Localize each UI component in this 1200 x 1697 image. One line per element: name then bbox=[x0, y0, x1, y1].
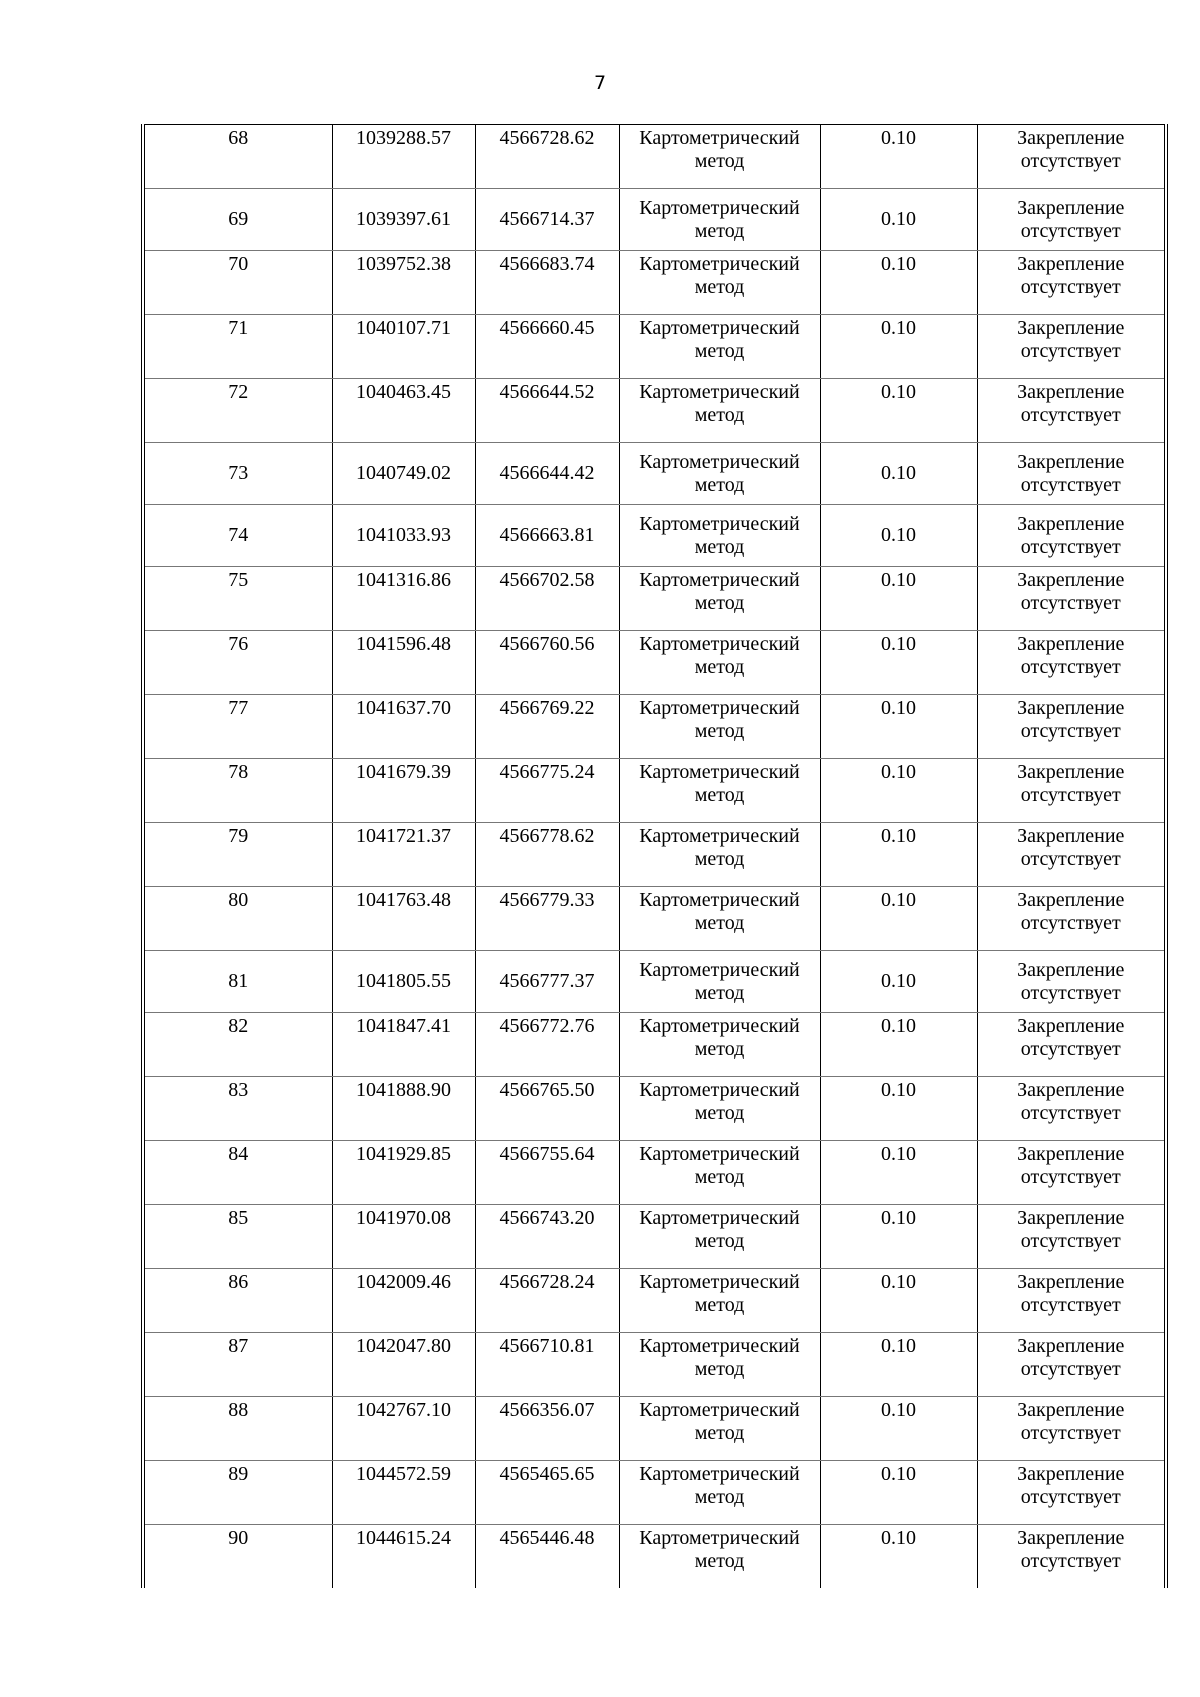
table-row bbox=[143, 189, 1166, 251]
table-row bbox=[143, 951, 1166, 1013]
point-number-cell: 75 bbox=[143, 567, 332, 631]
y-coordinate-cell: 4566743.20 bbox=[475, 1205, 619, 1269]
table-row bbox=[143, 1525, 1166, 1589]
fixation-cell: Закрепление отсутствует bbox=[977, 189, 1166, 251]
accuracy-cell: 0.10 bbox=[820, 695, 977, 759]
point-number-cell: 84 bbox=[143, 1141, 332, 1205]
accuracy-cell: 0.10 bbox=[820, 1333, 977, 1397]
table-row bbox=[143, 887, 1166, 951]
y-coordinate-cell: 4566769.22 bbox=[475, 695, 619, 759]
x-coordinate-cell: 1041888.90 bbox=[332, 1077, 475, 1141]
fixation-cell: Закрепление отсутствует bbox=[977, 1269, 1166, 1333]
fixation-cell: Закрепление отсутствует bbox=[977, 567, 1166, 631]
x-coordinate-cell: 1044572.59 bbox=[332, 1461, 475, 1525]
x-coordinate-cell: 1040749.02 bbox=[332, 443, 475, 505]
fixation-cell: Закрепление отсутствует bbox=[977, 951, 1166, 1013]
point-number-cell: 82 bbox=[143, 1013, 332, 1077]
y-coordinate-cell: 4566710.81 bbox=[475, 1333, 619, 1397]
x-coordinate-cell: 1039397.61 bbox=[332, 189, 475, 251]
accuracy-cell: 0.10 bbox=[820, 567, 977, 631]
method-cell: Картометрический метод bbox=[619, 251, 820, 315]
fixation-cell: Закрепление отсутствует bbox=[977, 631, 1166, 695]
fixation-cell: Закрепление отсутствует bbox=[977, 125, 1166, 189]
point-number-cell: 69 bbox=[143, 189, 332, 251]
method-cell: Картометрический метод bbox=[619, 315, 820, 379]
point-number-cell: 85 bbox=[143, 1205, 332, 1269]
method-cell: Картометрический метод bbox=[619, 443, 820, 505]
method-cell: Картометрический метод bbox=[619, 759, 820, 823]
table-row bbox=[143, 695, 1166, 759]
fixation-cell: Закрепление отсутствует bbox=[977, 1141, 1166, 1205]
y-coordinate-cell: 4566777.37 bbox=[475, 951, 619, 1013]
x-coordinate-cell: 1039288.57 bbox=[332, 125, 475, 189]
coordinates-table-container bbox=[141, 124, 1164, 1588]
fixation-cell: Закрепление отсутствует bbox=[977, 379, 1166, 443]
accuracy-cell: 0.10 bbox=[820, 189, 977, 251]
table-row bbox=[143, 251, 1166, 315]
x-coordinate-cell: 1041847.41 bbox=[332, 1013, 475, 1077]
accuracy-cell: 0.10 bbox=[820, 379, 977, 443]
table-row bbox=[143, 1205, 1166, 1269]
table-row bbox=[143, 1333, 1166, 1397]
point-number-cell: 81 bbox=[143, 951, 332, 1013]
x-coordinate-cell: 1041033.93 bbox=[332, 505, 475, 567]
y-coordinate-cell: 4566728.62 bbox=[475, 125, 619, 189]
y-coordinate-cell: 4566755.64 bbox=[475, 1141, 619, 1205]
method-cell: Картометрический метод bbox=[619, 823, 820, 887]
method-cell: Картометрический метод bbox=[619, 1077, 820, 1141]
table-row bbox=[143, 567, 1166, 631]
accuracy-cell: 0.10 bbox=[820, 1269, 977, 1333]
method-cell: Картометрический метод bbox=[619, 379, 820, 443]
fixation-cell: Закрепление отсутствует bbox=[977, 1013, 1166, 1077]
point-number-cell: 76 bbox=[143, 631, 332, 695]
method-cell: Картометрический метод bbox=[619, 125, 820, 189]
accuracy-cell: 0.10 bbox=[820, 823, 977, 887]
fixation-cell: Закрепление отсутствует bbox=[977, 887, 1166, 951]
x-coordinate-cell: 1042009.46 bbox=[332, 1269, 475, 1333]
method-cell: Картометрический метод bbox=[619, 1013, 820, 1077]
table-row bbox=[143, 443, 1166, 505]
accuracy-cell: 0.10 bbox=[820, 759, 977, 823]
table-row bbox=[143, 1077, 1166, 1141]
x-coordinate-cell: 1041596.48 bbox=[332, 631, 475, 695]
table-row bbox=[143, 823, 1166, 887]
x-coordinate-cell: 1039752.38 bbox=[332, 251, 475, 315]
y-coordinate-cell: 4566644.52 bbox=[475, 379, 619, 443]
x-coordinate-cell: 1041970.08 bbox=[332, 1205, 475, 1269]
method-cell: Картометрический метод bbox=[619, 695, 820, 759]
accuracy-cell: 0.10 bbox=[820, 1525, 977, 1589]
page-number: 7 bbox=[593, 72, 607, 94]
x-coordinate-cell: 1041679.39 bbox=[332, 759, 475, 823]
method-cell: Картометрический метод bbox=[619, 631, 820, 695]
point-number-cell: 71 bbox=[143, 315, 332, 379]
y-coordinate-cell: 4566644.42 bbox=[475, 443, 619, 505]
x-coordinate-cell: 1041805.55 bbox=[332, 951, 475, 1013]
method-cell: Картометрический метод bbox=[619, 505, 820, 567]
accuracy-cell: 0.10 bbox=[820, 1013, 977, 1077]
accuracy-cell: 0.10 bbox=[820, 1205, 977, 1269]
fixation-cell: Закрепление отсутствует bbox=[977, 1077, 1166, 1141]
y-coordinate-cell: 4566702.58 bbox=[475, 567, 619, 631]
accuracy-cell: 0.10 bbox=[820, 1141, 977, 1205]
method-cell: Картометрический метод bbox=[619, 567, 820, 631]
table-row bbox=[143, 379, 1166, 443]
table-row bbox=[143, 1269, 1166, 1333]
x-coordinate-cell: 1041763.48 bbox=[332, 887, 475, 951]
x-coordinate-cell: 1044615.24 bbox=[332, 1525, 475, 1589]
fixation-cell: Закрепление отсутствует bbox=[977, 443, 1166, 505]
point-number-cell: 73 bbox=[143, 443, 332, 505]
accuracy-cell: 0.10 bbox=[820, 631, 977, 695]
point-number-cell: 68 bbox=[143, 125, 332, 189]
fixation-cell: Закрепление отсутствует bbox=[977, 315, 1166, 379]
x-coordinate-cell: 1040107.71 bbox=[332, 315, 475, 379]
y-coordinate-cell: 4565446.48 bbox=[475, 1525, 619, 1589]
table-row bbox=[143, 759, 1166, 823]
method-cell: Картометрический метод bbox=[619, 1397, 820, 1461]
accuracy-cell: 0.10 bbox=[820, 1461, 977, 1525]
accuracy-cell: 0.10 bbox=[820, 443, 977, 505]
point-number-cell: 90 bbox=[143, 1525, 332, 1589]
y-coordinate-cell: 4566760.56 bbox=[475, 631, 619, 695]
fixation-cell: Закрепление отсутствует bbox=[977, 1205, 1166, 1269]
y-coordinate-cell: 4566714.37 bbox=[475, 189, 619, 251]
x-coordinate-cell: 1041316.86 bbox=[332, 567, 475, 631]
table-row bbox=[143, 505, 1166, 567]
accuracy-cell: 0.10 bbox=[820, 951, 977, 1013]
accuracy-cell: 0.10 bbox=[820, 887, 977, 951]
accuracy-cell: 0.10 bbox=[820, 1077, 977, 1141]
table-row bbox=[143, 631, 1166, 695]
y-coordinate-cell: 4566683.74 bbox=[475, 251, 619, 315]
fixation-cell: Закрепление отсутствует bbox=[977, 823, 1166, 887]
method-cell: Картометрический метод bbox=[619, 951, 820, 1013]
table-row bbox=[143, 315, 1166, 379]
method-cell: Картометрический метод bbox=[619, 1525, 820, 1589]
accuracy-cell: 0.10 bbox=[820, 125, 977, 189]
y-coordinate-cell: 4566728.24 bbox=[475, 1269, 619, 1333]
method-cell: Картометрический метод bbox=[619, 1269, 820, 1333]
x-coordinate-cell: 1042767.10 bbox=[332, 1397, 475, 1461]
point-number-cell: 74 bbox=[143, 505, 332, 567]
point-number-cell: 79 bbox=[143, 823, 332, 887]
y-coordinate-cell: 4566772.76 bbox=[475, 1013, 619, 1077]
fixation-cell: Закрепление отсутствует bbox=[977, 1461, 1166, 1525]
fixation-cell: Закрепление отсутствует bbox=[977, 759, 1166, 823]
table-row bbox=[143, 1141, 1166, 1205]
point-number-cell: 70 bbox=[143, 251, 332, 315]
coordinates-table bbox=[141, 124, 1168, 1588]
point-number-cell: 80 bbox=[143, 887, 332, 951]
point-number-cell: 83 bbox=[143, 1077, 332, 1141]
x-coordinate-cell: 1041721.37 bbox=[332, 823, 475, 887]
point-number-cell: 86 bbox=[143, 1269, 332, 1333]
fixation-cell: Закрепление отсутствует bbox=[977, 1397, 1166, 1461]
fixation-cell: Закрепление отсутствует bbox=[977, 1525, 1166, 1589]
fixation-cell: Закрепление отсутствует bbox=[977, 695, 1166, 759]
method-cell: Картометрический метод bbox=[619, 887, 820, 951]
method-cell: Картометрический метод bbox=[619, 189, 820, 251]
method-cell: Картометрический метод bbox=[619, 1333, 820, 1397]
method-cell: Картометрический метод bbox=[619, 1141, 820, 1205]
y-coordinate-cell: 4566778.62 bbox=[475, 823, 619, 887]
table-row bbox=[143, 125, 1166, 189]
y-coordinate-cell: 4566765.50 bbox=[475, 1077, 619, 1141]
coordinates-table-body bbox=[143, 125, 1166, 1589]
accuracy-cell: 0.10 bbox=[820, 1397, 977, 1461]
point-number-cell: 89 bbox=[143, 1461, 332, 1525]
table-row bbox=[143, 1397, 1166, 1461]
method-cell: Картометрический метод bbox=[619, 1205, 820, 1269]
point-number-cell: 78 bbox=[143, 759, 332, 823]
accuracy-cell: 0.10 bbox=[820, 315, 977, 379]
fixation-cell: Закрепление отсутствует bbox=[977, 1333, 1166, 1397]
y-coordinate-cell: 4566779.33 bbox=[475, 887, 619, 951]
y-coordinate-cell: 4565465.65 bbox=[475, 1461, 619, 1525]
table-row bbox=[143, 1013, 1166, 1077]
fixation-cell: Закрепление отсутствует bbox=[977, 251, 1166, 315]
method-cell: Картометрический метод bbox=[619, 1461, 820, 1525]
x-coordinate-cell: 1042047.80 bbox=[332, 1333, 475, 1397]
point-number-cell: 77 bbox=[143, 695, 332, 759]
point-number-cell: 72 bbox=[143, 379, 332, 443]
accuracy-cell: 0.10 bbox=[820, 251, 977, 315]
y-coordinate-cell: 4566660.45 bbox=[475, 315, 619, 379]
accuracy-cell: 0.10 bbox=[820, 505, 977, 567]
x-coordinate-cell: 1040463.45 bbox=[332, 379, 475, 443]
y-coordinate-cell: 4566663.81 bbox=[475, 505, 619, 567]
fixation-cell: Закрепление отсутствует bbox=[977, 505, 1166, 567]
table-row bbox=[143, 1461, 1166, 1525]
point-number-cell: 87 bbox=[143, 1333, 332, 1397]
x-coordinate-cell: 1041637.70 bbox=[332, 695, 475, 759]
point-number-cell: 88 bbox=[143, 1397, 332, 1461]
y-coordinate-cell: 4566356.07 bbox=[475, 1397, 619, 1461]
y-coordinate-cell: 4566775.24 bbox=[475, 759, 619, 823]
x-coordinate-cell: 1041929.85 bbox=[332, 1141, 475, 1205]
